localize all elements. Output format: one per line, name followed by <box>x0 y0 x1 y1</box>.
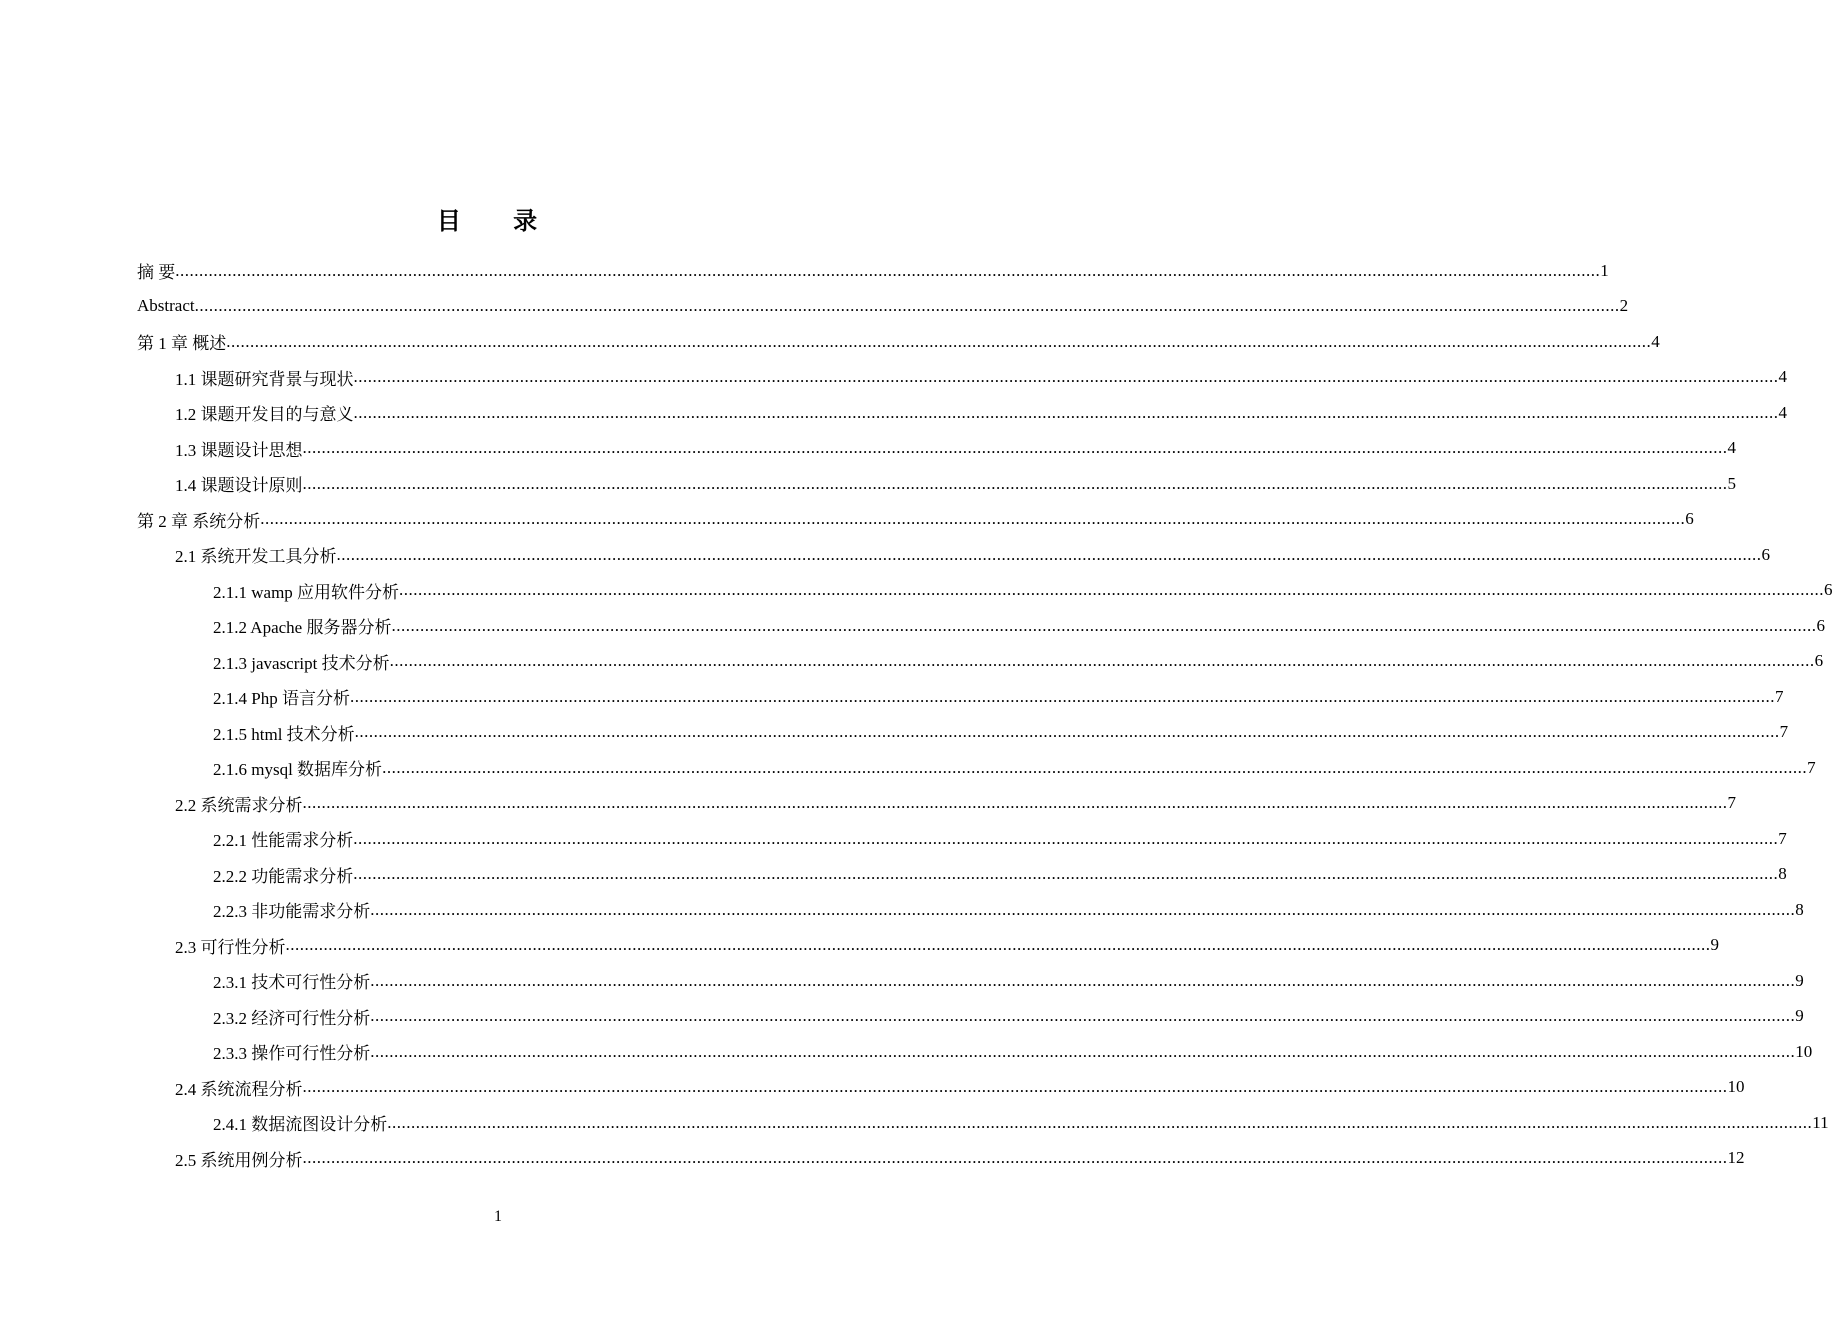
toc-entry-label: 2.1.1 wamp 应用软件分析 <box>213 582 400 602</box>
toc-entry-page: 1 <box>1600 260 1609 280</box>
dot-leader: ............................................................................................................................................................................................................................................................................................................ <box>349 686 1775 706</box>
toc-entry-label: 2.3.2 经济可行性分析 <box>213 1008 371 1028</box>
dot-leader: ............................................................................................................................................................................................................................................................................................................ <box>302 473 1728 493</box>
dot-leader: ............................................................................................................................................................................................................................................................................................................ <box>194 296 1620 316</box>
toc-entry-label: 2.2 系统需求分析 <box>175 795 303 815</box>
toc-entry-label: 1.2 课题开发目的与意义 <box>175 405 354 425</box>
toc-entry[interactable] <box>137 289 1629 325</box>
toc-entry[interactable] <box>137 360 1787 396</box>
dot-leader: ............................................................................................................................................................................................................................................................................................................ <box>302 438 1728 458</box>
toc-entry-label: 1.3 课题设计思想 <box>175 440 303 460</box>
toc-entry[interactable] <box>137 1141 1745 1177</box>
toc-entry-label: 2.5 系统用例分析 <box>175 1150 303 1170</box>
page-title: 目 录 <box>436 207 560 235</box>
toc-entry-page: 6 <box>1816 615 1825 635</box>
dot-leader: ............................................................................................................................................................................................................................................................................................................ <box>260 509 1686 529</box>
toc-entry-page: 12 <box>1727 1148 1745 1168</box>
dot-leader: ............................................................................................................................................................................................................................................................................................................ <box>370 899 1796 919</box>
toc-entry[interactable] <box>137 928 1719 964</box>
toc-entry[interactable] <box>137 253 1609 289</box>
dot-leader: ............................................................................................................................................................................................................................................................................................................ <box>353 864 1779 884</box>
dot-leader: ............................................................................................................................................................................................................................................................................................................ <box>302 793 1728 813</box>
toc-entry-label: 2.4 系统流程分析 <box>175 1079 303 1099</box>
table-of-contents <box>137 253 1833 1176</box>
toc-entry-page: 6 <box>1814 651 1824 671</box>
toc-entry[interactable] <box>137 821 1787 857</box>
dot-leader: ............................................................................................................................................................................................................................................................................................................ <box>370 1041 1796 1061</box>
toc-entry-label: 2.2.3 非功能需求分析 <box>213 902 371 922</box>
dot-leader: ............................................................................................................................................................................................................................................................................................................ <box>399 580 1825 600</box>
toc-entry-page: 7 <box>1778 828 1787 848</box>
toc-entry[interactable] <box>137 1105 1829 1141</box>
dot-leader: ............................................................................................................................................................................................................................................................................................................ <box>302 1077 1728 1097</box>
dot-leader: ............................................................................................................................................................................................................................................................................................................ <box>387 1112 1813 1132</box>
toc-entry[interactable] <box>137 999 1804 1035</box>
toc-entry-page: 6 <box>1685 509 1694 529</box>
toc-entry-label: 2.3.1 技术可行性分析 <box>213 973 371 993</box>
toc-entry-page: 7 <box>1727 793 1736 813</box>
toc-entry-label: 第 2 章 系统分析 <box>137 511 261 531</box>
page-number: 1 <box>494 1208 502 1225</box>
toc-entry[interactable] <box>137 466 1736 502</box>
toc-entry-label: 1.4 课题设计原则 <box>175 476 303 496</box>
dot-leader: ............................................................................................................................................................................................................................................................................................................ <box>302 1148 1728 1168</box>
toc-entry-label: 2.4.1 数据流图设计分析 <box>213 1115 388 1135</box>
toc-entry[interactable] <box>137 644 1824 680</box>
dot-leader: ............................................................................................................................................................................................................................................................................................................ <box>370 1006 1796 1026</box>
toc-entry-page: 4 <box>1651 331 1660 351</box>
toc-entry-page: 8 <box>1795 899 1804 919</box>
dot-leader: ............................................................................................................................................................................................................................................................................................................ <box>353 828 1779 848</box>
dot-leader: ............................................................................................................................................................................................................................................................................................................ <box>175 260 1601 280</box>
toc-entry[interactable] <box>137 786 1736 822</box>
toc-entry-label: 2.1.4 Php 语言分析 <box>213 689 350 709</box>
toc-entry[interactable] <box>137 715 1789 751</box>
toc-entry-page: 10 <box>1795 1041 1813 1061</box>
toc-entry-page: 7 <box>1774 686 1784 706</box>
toc-entry[interactable] <box>137 679 1784 715</box>
toc-entry[interactable] <box>137 324 1660 360</box>
toc-entry[interactable] <box>137 750 1816 786</box>
toc-entry-page: 4 <box>1778 402 1787 422</box>
toc-entry-label: 1.1 课题研究背景与现状 <box>175 369 354 389</box>
toc-entry-label: 2.2.1 性能需求分析 <box>213 831 354 851</box>
dot-leader: ............................................................................................................................................................................................................................................................................................................ <box>285 935 1711 955</box>
toc-entry-page: 9 <box>1795 1006 1804 1026</box>
toc-entry-page: 6 <box>1824 580 1833 600</box>
toc-entry-page: 4 <box>1778 367 1787 387</box>
toc-entry-page: 7 <box>1779 722 1789 742</box>
dot-leader: ............................................................................................................................................................................................................................................................................................................ <box>354 722 1780 742</box>
toc-entry-label: 2.3.3 操作可行性分析 <box>213 1044 371 1064</box>
toc-entry[interactable] <box>137 857 1787 893</box>
toc-entry-page: 9 <box>1710 935 1719 955</box>
toc-entry-page: 7 <box>1807 757 1816 777</box>
toc-entry-label: 2.1.2 Apache 服务器分析 <box>213 618 392 638</box>
dot-leader: ............................................................................................................................................................................................................................................................................................................ <box>353 367 1779 387</box>
dot-leader: ............................................................................................................................................................................................................................................................................................................ <box>391 615 1817 635</box>
toc-entry[interactable] <box>137 608 1825 644</box>
toc-entry-label: 2.2.2 功能需求分析 <box>213 866 354 886</box>
toc-entry-page: 6 <box>1761 544 1770 564</box>
toc-entry-label: 2.1.6 mysql 数据库分析 <box>213 760 383 780</box>
toc-entry-label: Abstract <box>137 296 195 316</box>
toc-entry-page: 8 <box>1778 864 1787 884</box>
dot-leader: ............................................................................................................................................................................................................................................................................................................ <box>389 651 1815 671</box>
toc-entry-label: 2.1.3 javascript 技术分析 <box>213 653 390 673</box>
toc-entry[interactable] <box>137 395 1787 431</box>
toc-entry-page: 10 <box>1727 1077 1745 1097</box>
dot-leader: ............................................................................................................................................................................................................................................................................................................ <box>370 970 1796 990</box>
toc-entry-label: 2.1.5 html 技术分析 <box>213 724 355 744</box>
toc-entry-label: 2.1 系统开发工具分析 <box>175 547 337 567</box>
dot-leader: ............................................................................................................................................................................................................................................................................................................ <box>336 544 1762 564</box>
dot-leader: ............................................................................................................................................................................................................................................................................................................ <box>353 402 1779 422</box>
toc-entry-page: 11 <box>1812 1112 1829 1132</box>
toc-entry-page: 5 <box>1727 473 1736 493</box>
toc-entry[interactable] <box>137 1034 1813 1070</box>
toc-entry-label: 摘 要 <box>137 263 176 283</box>
toc-entry-page: 2 <box>1619 296 1629 316</box>
toc-entry-label: 2.3 可行性分析 <box>175 937 286 957</box>
dot-leader: ............................................................................................................................................................................................................................................................................................................ <box>382 757 1808 777</box>
toc-entry-label: 第 1 章 概述 <box>137 334 227 354</box>
toc-entry[interactable] <box>137 892 1804 928</box>
toc-entry[interactable] <box>137 963 1804 999</box>
toc-entry[interactable] <box>137 502 1694 538</box>
toc-entry[interactable] <box>137 573 1833 609</box>
dot-leader: ............................................................................................................................................................................................................................................................................................................ <box>226 331 1652 351</box>
toc-entry-page: 9 <box>1795 970 1804 990</box>
toc-entry-page: 4 <box>1727 438 1736 458</box>
toc-entry[interactable] <box>137 537 1770 573</box>
toc-entry[interactable] <box>137 1070 1745 1106</box>
toc-entry[interactable] <box>137 431 1736 467</box>
